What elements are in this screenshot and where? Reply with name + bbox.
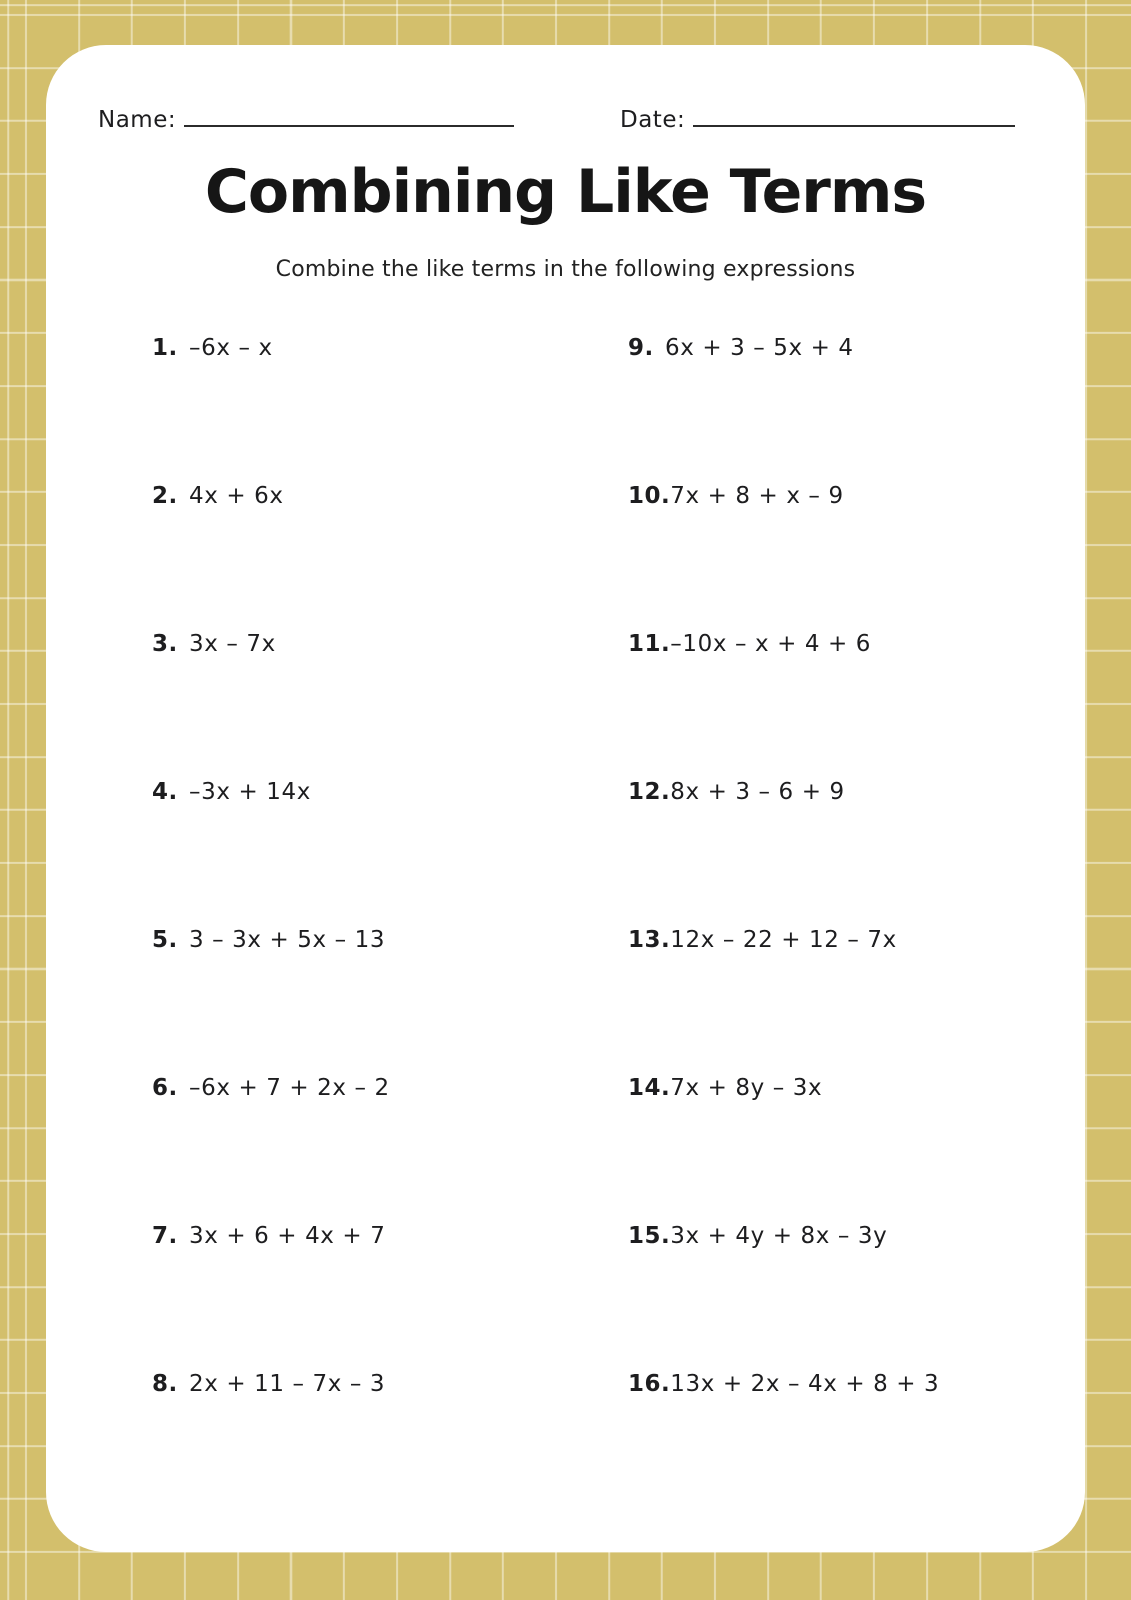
problem-item	[152, 333, 628, 481]
date-label: Date:	[620, 107, 686, 133]
name-blank-line	[184, 105, 514, 127]
problem-number: 4.	[152, 779, 178, 805]
problem-expression: 3 – 3x + 5x – 13	[189, 927, 386, 953]
problem-expression: –6x + 7 + 2x – 2	[189, 1075, 390, 1101]
problem-number: 5.	[152, 927, 178, 953]
header	[46, 105, 1085, 145]
problem-item	[628, 777, 1058, 925]
problem-expression: 7x + 8 + x – 9	[670, 483, 844, 509]
date-field	[620, 105, 1015, 133]
problem-number: 7.	[152, 1223, 178, 1249]
name-label: Name:	[98, 107, 177, 133]
problem-item	[628, 1369, 1058, 1517]
problem-item	[152, 925, 628, 1073]
problem-number: 9.	[628, 335, 654, 361]
problem-item	[152, 1221, 628, 1369]
problem-number: 3.	[152, 631, 178, 657]
problem-number: 1.	[152, 335, 178, 361]
problem-item	[152, 777, 628, 925]
problem-number: 10.	[628, 483, 671, 509]
problem-expression: 3x – 7x	[189, 631, 276, 657]
problem-expression: 6x + 3 – 5x + 4	[665, 335, 854, 361]
problem-number: 16.	[628, 1371, 671, 1397]
problem-item	[152, 481, 628, 629]
problem-item	[152, 1073, 628, 1221]
problem-number: 13.	[628, 927, 671, 953]
problem-expression: 3x + 6 + 4x + 7	[189, 1223, 386, 1249]
problem-expression: 3x + 4y + 8x – 3y	[670, 1223, 888, 1249]
problem-number: 15.	[628, 1223, 671, 1249]
problem-item	[628, 629, 1058, 777]
problem-number: 6.	[152, 1075, 178, 1101]
problem-number: 2.	[152, 483, 178, 509]
worksheet-subtitle: Combine the like terms in the following expressions	[275, 257, 856, 282]
problem-number: 8.	[152, 1371, 178, 1397]
problem-item	[628, 925, 1058, 1073]
problem-expression: –10x – x + 4 + 6	[670, 631, 872, 657]
problem-item	[628, 1073, 1058, 1221]
problem-item	[152, 1369, 628, 1517]
problem-expression: 13x + 2x – 4x + 8 + 3	[670, 1371, 940, 1397]
problems-grid	[152, 333, 1058, 1517]
problem-expression: 7x + 8y – 3x	[670, 1075, 823, 1101]
date-blank-line	[693, 105, 1015, 127]
problem-number: 11.	[628, 631, 671, 657]
problem-expression: –6x – x	[189, 335, 273, 361]
worksheet-title: Combining Like Terms	[204, 157, 927, 227]
worksheet-card	[46, 45, 1085, 1552]
problem-expression: 8x + 3 – 6 + 9	[670, 779, 845, 805]
name-field	[98, 105, 514, 133]
problem-item	[628, 1221, 1058, 1369]
problem-expression: 2x + 11 – 7x – 3	[189, 1371, 386, 1397]
problem-expression: 12x – 22 + 12 – 7x	[670, 927, 897, 953]
problem-item	[628, 481, 1058, 629]
problem-expression: 4x + 6x	[189, 483, 284, 509]
problem-number: 14.	[628, 1075, 671, 1101]
problem-number: 12.	[628, 779, 671, 805]
problem-expression: –3x + 14x	[189, 779, 311, 805]
problem-item	[152, 629, 628, 777]
problem-item	[628, 333, 1058, 481]
